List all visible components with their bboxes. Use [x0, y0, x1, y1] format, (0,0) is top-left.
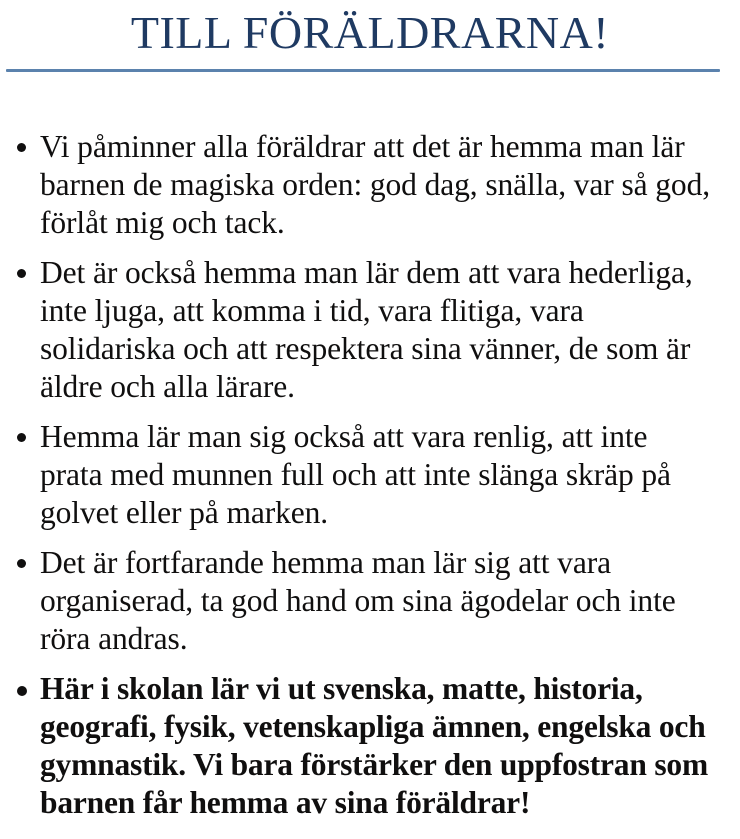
list-item-text: Här i skolan lär vi ut svenska, matte, historia, geografi, fysik, vetenskapliga ämnen, engelska och gymnastik. Vi bara förstärker den uppfostran som barnen får hemma av sina föräldrar!	[40, 671, 708, 820]
list-item-text: Det är också hemma man lär dem att vara hederliga, inte ljuga, att komma i tid, vara flitiga, vara solidariska och att respektera sina vänner, de som är äldre och alla lärare.	[40, 255, 693, 404]
list-item-text: Hemma lär man sig också att vara renlig, att inte prata med munnen full och att inte slänga skräp på golvet eller på marken.	[40, 419, 671, 530]
bullet-dot-icon	[17, 686, 27, 696]
list-item	[0, 670, 740, 822]
bullet-dot-icon	[17, 143, 26, 152]
list-item	[0, 418, 740, 532]
title-block	[0, 0, 740, 72]
body-content	[0, 72, 740, 822]
bullet-dot-icon	[17, 559, 26, 568]
list-item	[0, 254, 740, 406]
bullet-list	[0, 128, 740, 822]
list-item-text: Vi påminner alla föräldrar att det är hemma man lär barnen de magiska orden: god dag, snälla, var så god, förlåt mig och tack.	[40, 129, 710, 240]
bullet-dot-icon	[17, 269, 26, 278]
list-item	[0, 128, 740, 242]
list-item	[0, 544, 740, 658]
bullet-dot-icon	[17, 433, 26, 442]
list-item-text: Det är fortfarande hemma man lär sig att vara organiserad, ta god hand om sina ägodelar och inte röra andras.	[40, 545, 676, 656]
page-title: TILL FÖRÄLDRARNA!	[130, 7, 610, 58]
